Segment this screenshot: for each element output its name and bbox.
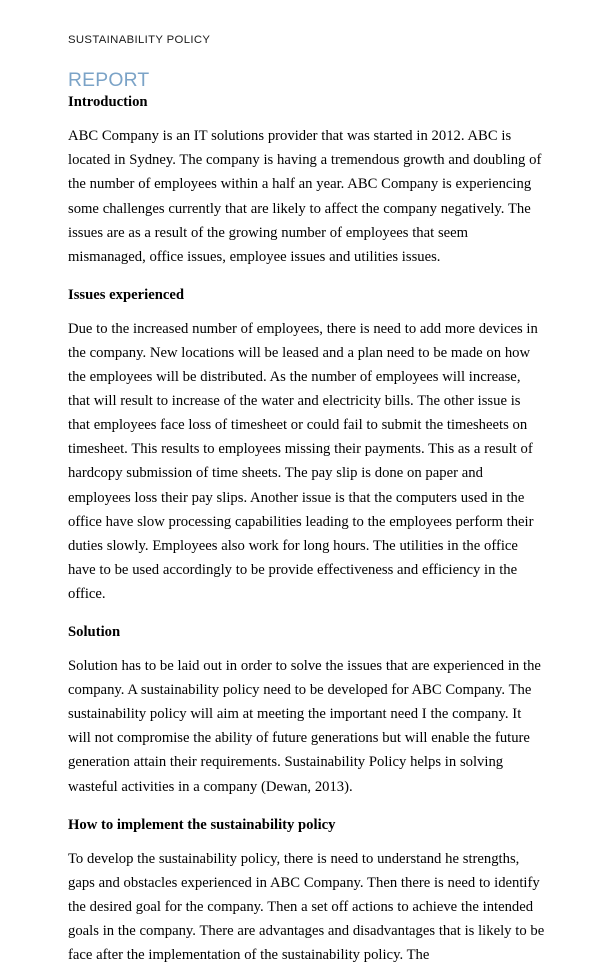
running-header: SUSTAINABILITY POLICY <box>68 34 211 46</box>
section-heading-introduction: Introduction <box>68 94 148 111</box>
section-heading-how-to-implement: How to implement the sustainability policy <box>68 816 336 833</box>
document-body <box>68 70 546 967</box>
section-paragraph-introduction: ABC Company is an IT solutions provider that was started in 2012. ABC is located in Sydney. The company is having a tremendous growth and doubling of the number of employees within a half an year. ABC Company is experiencing some challenges currently that are likely to affect the company negatively. The issues are as a result of the growing number of employees that seem mismanaged, office issues, employee issues and utilities issues. <box>68 128 542 265</box>
section-heading-solution: Solution <box>68 624 121 641</box>
section-paragraph-issues-experienced: Due to the increased number of employees, there is need to add more devices in the company. New locations will be leased and a plan need to be made on how the employees will be distributed. As the number of employees will increase, that will result to increase of the water and electricity bills. The other issue is that employees face loss of timesheet or could fail to submit the timesheets on timesheet. This results to employees missing their payments. This as a result of hardcopy submission of time sheets. The pay slip is done on paper and employees loss their pay slips. Another issue is that the computers used in the office have slow processing capabilities leading to the employees perform their duties slowly. Employees also work for long hours. The utilities in the office have to be used accordingly to be provide effectiveness and efficiency in the office. <box>68 320 538 602</box>
section-paragraph-how-to-implement: To develop the sustainability policy, there is need to understand he strengths, gaps and obstacles experienced in ABC Company. Then there is need to identify the desired goal for the company. Then a set off actions to achieve the intended goals in the company. There are advantages and disadvantages that is likely to be face after the implementation of the sustainability policy. The <box>68 850 545 964</box>
section-paragraph-solution: Solution has to be laid out in order to solve the issues that are experienced in the company. A sustainability policy need to be developed for ABC Company. The sustainability policy will aim at meeting the important need I the company. It will not compromise the ability of future generations but will enable the future generation attain their requirements. Sustainability Policy helps in solving wasteful activities in a company (Dewan, 2013). <box>68 658 541 795</box>
section-heading-issues-experienced: Issues experienced <box>68 286 185 303</box>
page-title: REPORT <box>68 70 150 91</box>
